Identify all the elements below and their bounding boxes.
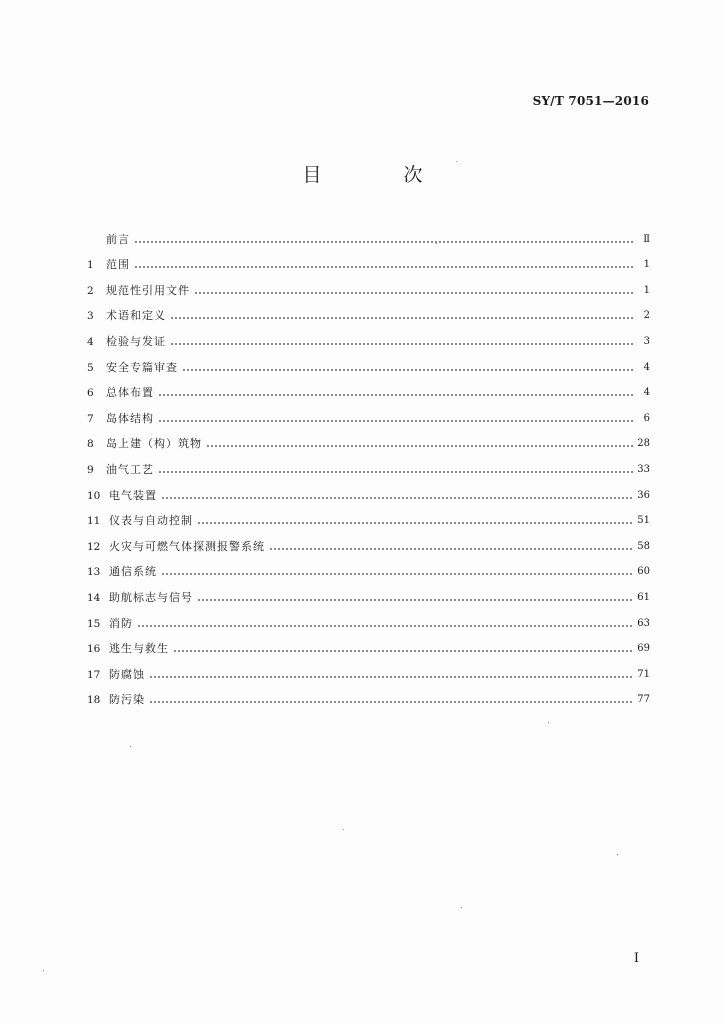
toc-entry[interactable] [87, 605, 650, 631]
toc-entry-label: 防污染 [109, 693, 149, 707]
toc-dot-leader [206, 439, 633, 448]
toc-entry[interactable] [87, 528, 650, 554]
scan-speck [43, 970, 44, 971]
toc-entry-page: 63 [633, 617, 650, 631]
toc-entry-number: 5 [87, 361, 94, 374]
toc-entry-page: 6 [633, 412, 650, 426]
toc-entry[interactable] [87, 349, 650, 375]
toc-entry[interactable] [87, 272, 650, 298]
toc-entry[interactable] [87, 426, 650, 452]
toc-entry-page: 36 [633, 489, 650, 503]
toc-entry-page: 1 [633, 284, 650, 298]
toc-entry-page: 3 [633, 335, 650, 349]
toc-entry-number: 4 [87, 335, 94, 348]
toc-entry-number: 16 [87, 643, 101, 656]
toc-entry-label: 电气装置 [109, 489, 161, 503]
toc-entry-label: 术语和定义 [106, 309, 170, 323]
toc-entry-page: 77 [633, 693, 650, 707]
toc-entry-page: 33 [633, 463, 650, 477]
toc-entry-label: 逃生与救生 [109, 642, 173, 656]
toc-entry-label: 岛上建（构）筑物 [106, 437, 206, 451]
toc-entry-label: 总体布置 [106, 386, 158, 400]
toc-title: 目 次 [302, 164, 461, 186]
toc-entry-page: 51 [633, 514, 650, 528]
toc-dot-leader [149, 670, 633, 679]
toc-entry[interactable] [87, 221, 650, 247]
toc-entry-label: 范围 [106, 258, 134, 272]
toc-entry[interactable] [87, 579, 650, 605]
toc-entry-label: 安全专篇审查 [106, 361, 182, 375]
toc-dot-leader [158, 388, 633, 397]
toc-entry-number: 8 [87, 438, 94, 451]
toc-entry-number: 17 [87, 668, 101, 681]
toc-entry-number: 1 [87, 259, 94, 272]
toc-entry[interactable] [87, 375, 650, 401]
toc-entry-number: 14 [87, 591, 101, 604]
toc-entry-number: 2 [87, 284, 94, 297]
toc-entry-page: 58 [633, 540, 650, 554]
toc-dot-leader [134, 260, 633, 269]
toc-entry-number: 12 [87, 540, 101, 553]
toc-entry-page: 2 [633, 309, 650, 323]
scan-speck [617, 854, 618, 855]
toc-entry-number: 3 [87, 310, 94, 323]
toc-entry-page: 28 [633, 437, 650, 451]
toc-entry[interactable] [87, 656, 650, 682]
toc-entry[interactable] [87, 298, 650, 324]
toc-entry-label: 防腐蚀 [109, 668, 149, 682]
scan-speck [548, 722, 549, 723]
toc-entry-number: 10 [87, 489, 101, 502]
toc-dot-leader [137, 619, 633, 628]
toc-entry-label: 仪表与自动控制 [109, 514, 197, 528]
toc-entry-page: 4 [633, 361, 650, 375]
toc-entry-label: 通信系统 [109, 565, 161, 579]
toc-entry-label: 检验与发证 [106, 335, 170, 349]
toc-dot-leader [161, 491, 633, 500]
toc-entry-label: 助航标志与信号 [109, 591, 197, 605]
toc-dot-leader [149, 695, 633, 704]
toc-dot-leader [170, 337, 633, 346]
toc-entry[interactable] [87, 503, 650, 529]
toc-entry-number: 15 [87, 617, 101, 630]
toc-entry-label: 前言 [106, 233, 134, 247]
toc-entry[interactable] [87, 247, 650, 273]
table-of-contents [87, 221, 650, 707]
toc-entry-page: 71 [633, 668, 650, 682]
toc-entry-number: 6 [87, 387, 94, 400]
toc-entry[interactable] [87, 400, 650, 426]
toc-entry[interactable] [87, 451, 650, 477]
toc-entry[interactable] [87, 554, 650, 580]
toc-dot-leader [269, 542, 633, 551]
toc-entry-label: 规范性引用文件 [106, 284, 194, 298]
toc-entry-page: 61 [633, 591, 650, 605]
toc-entry-page: Ⅱ [633, 233, 650, 247]
toc-entry[interactable] [87, 682, 650, 708]
toc-dot-leader [161, 567, 633, 576]
scan-speck [436, 243, 437, 244]
toc-entry-page: 69 [633, 642, 650, 656]
toc-entry-label: 消防 [109, 617, 137, 631]
toc-entry-number: 11 [87, 515, 101, 528]
scan-speck [461, 907, 462, 908]
scan-speck [130, 746, 131, 747]
toc-entry[interactable] [87, 323, 650, 349]
toc-entry[interactable] [87, 631, 650, 657]
document-code: SY/T 7051—2016 [532, 94, 649, 108]
toc-entry[interactable] [87, 477, 650, 503]
toc-dot-leader [158, 414, 633, 423]
toc-entry-number: 18 [87, 694, 101, 707]
toc-dot-leader [158, 465, 633, 474]
toc-entry-page: 4 [633, 386, 650, 400]
toc-entry-number: 9 [87, 463, 94, 476]
toc-entry-label: 火灾与可燃气体探测报警系统 [109, 540, 269, 554]
toc-dot-leader [197, 593, 633, 602]
toc-dot-leader [173, 644, 633, 653]
page-number: I [633, 951, 639, 966]
toc-entry-label: 油气工艺 [106, 463, 158, 477]
toc-entry-page: 60 [633, 565, 650, 579]
toc-entry-label: 岛体结构 [106, 412, 158, 426]
scan-speck [456, 161, 457, 162]
toc-dot-leader [134, 235, 633, 244]
scan-speck [343, 829, 344, 830]
toc-entry-page: 1 [633, 258, 650, 272]
toc-dot-leader [182, 363, 633, 372]
toc-dot-leader [197, 516, 633, 525]
toc-dot-leader [170, 311, 633, 320]
toc-dot-leader [194, 286, 633, 295]
toc-entry-number: 7 [87, 412, 94, 425]
toc-entry-number: 13 [87, 566, 101, 579]
